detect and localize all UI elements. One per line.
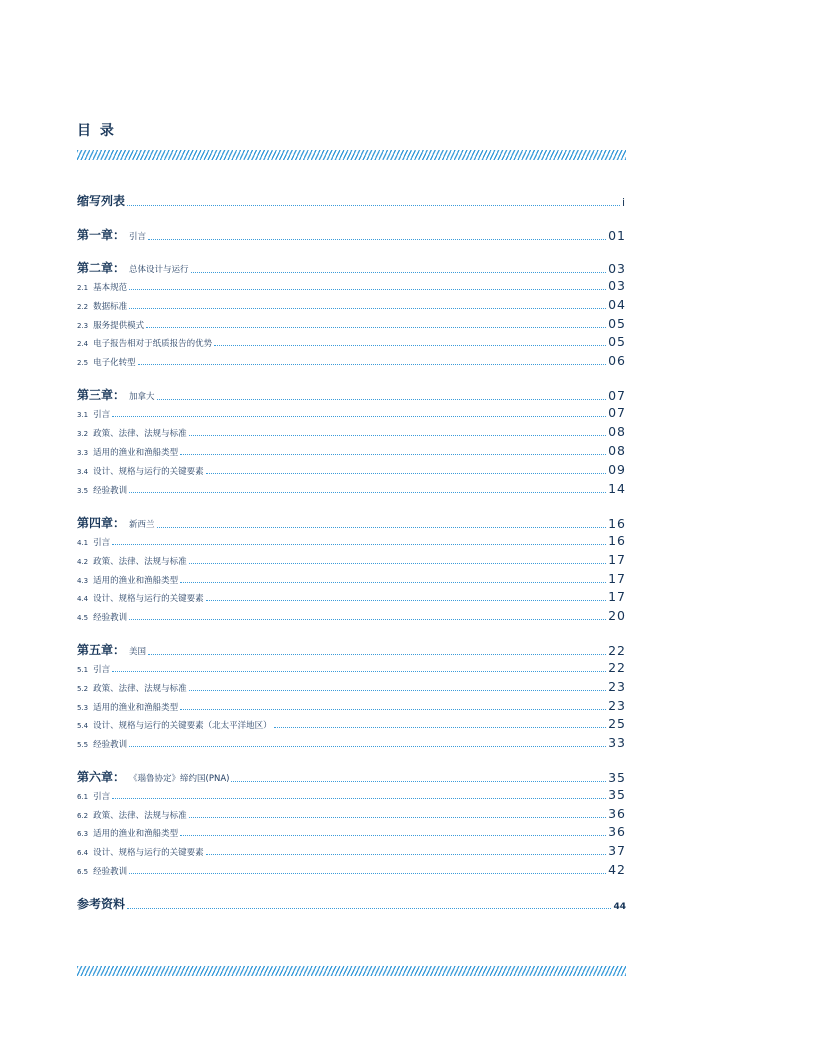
section-number: 3.5 [77, 487, 89, 495]
page-number: 44 [613, 902, 626, 912]
toc-entry-6-1[interactable] [77, 787, 626, 802]
section-title: 适用的渔业和渔船类型 [93, 703, 179, 713]
leader-dots [189, 562, 606, 564]
leader-dots [129, 491, 606, 493]
section-number: 3.4 [77, 468, 89, 476]
leader-dots [112, 670, 606, 672]
page-number: 08 [608, 443, 626, 458]
page-number: 07 [608, 405, 626, 420]
page-number: 23 [608, 679, 626, 694]
leader-dots [157, 398, 607, 400]
section-title: 设计、规格与运行的关键要素 [93, 594, 204, 604]
section-title: 引言 [93, 665, 111, 675]
section-title: 电子报告相对于纸质报告的优势 [93, 339, 213, 349]
leader-dots [146, 326, 606, 328]
leader-dots [189, 816, 606, 818]
section-title: 经验教训 [93, 867, 128, 877]
page-number: 22 [608, 660, 626, 675]
toc-entry-6-3[interactable] [77, 824, 626, 839]
page-title: 目 录 [77, 123, 116, 139]
leader-dots [112, 415, 606, 417]
page-number: 03 [608, 261, 626, 276]
toc-heading: 缩写列表 [77, 194, 126, 208]
leader-dots [129, 872, 606, 874]
chapter-label: 第一章： [77, 228, 126, 242]
toc-entry-chapter-2[interactable] [77, 259, 626, 276]
page-number: 17 [608, 589, 626, 604]
chapter-title: 美国 [129, 647, 147, 657]
toc-entry-4-2[interactable] [77, 552, 626, 567]
page-number: 06 [608, 353, 626, 368]
section-title: 数据标准 [93, 302, 128, 312]
leader-dots [129, 288, 606, 290]
page-number: 17 [608, 571, 626, 586]
page-number: 05 [608, 316, 626, 331]
toc-entry-3-2[interactable] [77, 424, 626, 439]
leader-dots [206, 853, 606, 855]
section-title: 设计、规格与运行的关键要素 [93, 467, 204, 477]
toc-entry-5-2[interactable] [77, 679, 626, 694]
toc-entry-chapter-3[interactable] [77, 386, 626, 403]
section-title: 设计、规格与运行的关键要素 [93, 848, 204, 858]
toc-entry-6-4[interactable] [77, 843, 626, 858]
leader-dots [180, 834, 606, 836]
toc-entry-6-5[interactable] [77, 862, 626, 877]
section-number: 4.3 [77, 577, 89, 585]
section-number: 6.4 [77, 849, 89, 857]
section-title: 政策、法律、法规与标准 [93, 557, 187, 567]
section-number: 2.2 [77, 303, 89, 311]
page-number: 14 [608, 481, 626, 496]
page-number: 08 [608, 424, 626, 439]
section-title: 引言 [93, 538, 111, 548]
page-number: 33 [608, 735, 626, 750]
section-number: 6.3 [77, 830, 89, 838]
toc-entry-5-5[interactable] [77, 735, 626, 750]
toc-entry-2-5[interactable] [77, 353, 626, 368]
toc-entry-chapter-5[interactable] [77, 641, 626, 658]
section-title: 引言 [93, 410, 111, 420]
section-number: 3.2 [77, 430, 89, 438]
page-number: i [621, 196, 626, 209]
leader-dots [191, 271, 607, 273]
leader-dots [189, 689, 606, 691]
page-number: 05 [608, 334, 626, 349]
chapter-title: 《瑙鲁协定》缔约国(PNA) [129, 774, 230, 784]
leader-dots [214, 344, 606, 346]
leader-dots [129, 307, 606, 309]
section-number: 4.5 [77, 614, 89, 622]
toc-entry-4-5[interactable] [77, 608, 626, 623]
chapter-title: 总体设计与运行 [129, 265, 189, 275]
toc-entry-3-1[interactable] [77, 405, 626, 420]
page-number: 36 [608, 806, 626, 821]
chapter-title: 新西兰 [129, 520, 155, 530]
chapter-label: 第三章： [77, 388, 126, 402]
toc-entry-5-4[interactable] [77, 716, 626, 731]
section-number: 4.2 [77, 558, 89, 566]
toc-entry-2-2[interactable] [77, 297, 626, 312]
section-number: 6.5 [77, 868, 89, 876]
section-number: 3.1 [77, 411, 89, 419]
section-title: 经验教训 [93, 486, 128, 496]
leader-dots [127, 204, 620, 206]
section-number: 2.5 [77, 359, 89, 367]
toc-entry-2-3[interactable] [77, 316, 626, 331]
toc-entry-chapter-6[interactable] [77, 768, 626, 785]
section-title: 适用的渔业和渔船类型 [93, 448, 179, 458]
section-title: 服务提供模式 [93, 321, 145, 331]
leader-dots [231, 780, 606, 782]
section-number: 5.2 [77, 685, 89, 693]
page-number: 35 [608, 787, 626, 802]
section-title: 适用的渔业和渔船类型 [93, 829, 179, 839]
leader-dots [157, 526, 607, 528]
page-number: 04 [608, 297, 626, 312]
section-title: 基本规范 [93, 283, 128, 293]
toc-entry-3-4[interactable] [77, 462, 626, 477]
leader-dots [274, 726, 606, 728]
page-number: 37 [608, 843, 626, 858]
section-title: 政策、法律、法规与标准 [93, 684, 187, 694]
leader-dots [129, 618, 606, 620]
toc-entry-5-3[interactable] [77, 698, 626, 713]
section-number: 4.4 [77, 595, 89, 603]
hatch-divider-bottom [77, 966, 626, 976]
page-number: 42 [608, 862, 626, 877]
leader-dots [129, 745, 606, 747]
page-number: 17 [608, 552, 626, 567]
section-title: 适用的渔业和渔船类型 [93, 576, 179, 586]
page-number: 09 [608, 462, 626, 477]
page-number: 35 [608, 770, 626, 785]
page-number: 07 [608, 388, 626, 403]
section-number: 5.5 [77, 741, 89, 749]
page-number: 16 [608, 516, 626, 531]
toc-entry-4-4[interactable] [77, 589, 626, 604]
section-number: 2.3 [77, 322, 89, 330]
page-number: 22 [608, 643, 626, 658]
chapter-label: 第四章： [77, 516, 126, 530]
leader-dots [138, 363, 606, 365]
leader-dots [148, 238, 606, 240]
toc-entry-chapter-4[interactable] [77, 514, 626, 531]
section-number: 4.1 [77, 539, 89, 547]
leader-dots [206, 599, 606, 601]
section-title: 设计、规格与运行的关键要素（北太平洋地区） [93, 721, 272, 731]
toc-heading: 参考资料 [77, 897, 126, 911]
page-number: 20 [608, 608, 626, 623]
chapter-label: 第二章： [77, 261, 126, 275]
page-number: 36 [608, 824, 626, 839]
section-title: 经验教训 [93, 740, 128, 750]
page-number: 23 [608, 698, 626, 713]
section-number: 2.1 [77, 284, 89, 292]
leader-dots [189, 434, 606, 436]
section-number: 3.3 [77, 449, 89, 457]
toc-entry-5-1[interactable] [77, 660, 626, 675]
toc-entry-chapter-1[interactable] [77, 226, 626, 243]
section-title: 政策、法律、法规与标准 [93, 811, 187, 821]
page-number: 25 [608, 716, 626, 731]
toc-entry-4-3[interactable] [77, 571, 626, 586]
leader-dots [180, 453, 606, 455]
section-title: 电子化转型 [93, 358, 136, 368]
toc-entry-abbreviations[interactable] [77, 192, 626, 209]
page-number: 03 [608, 278, 626, 293]
chapter-label: 第六章： [77, 770, 126, 784]
chapter-label: 第五章： [77, 643, 126, 657]
toc-entry-3-3[interactable] [77, 443, 626, 458]
toc-entry-2-4[interactable] [77, 334, 626, 349]
leader-dots [206, 472, 606, 474]
section-number: 6.2 [77, 812, 89, 820]
section-title: 引言 [93, 792, 111, 802]
section-title: 政策、法律、法规与标准 [93, 429, 187, 439]
chapter-title: 加拿大 [129, 392, 155, 402]
toc-entry-4-1[interactable] [77, 533, 626, 548]
section-title: 经验教训 [93, 613, 128, 623]
toc-entry-3-5[interactable] [77, 481, 626, 496]
leader-dots [127, 907, 611, 909]
section-number: 6.1 [77, 793, 89, 801]
leader-dots [112, 543, 606, 545]
page-number: 16 [608, 533, 626, 548]
toc-entry-references[interactable] [77, 895, 626, 912]
chapter-title: 引言 [129, 232, 147, 242]
leader-dots [180, 581, 606, 583]
section-number: 2.4 [77, 340, 89, 348]
toc-entry-6-2[interactable] [77, 806, 626, 821]
section-number: 5.1 [77, 666, 89, 674]
hatch-divider-top [77, 150, 626, 160]
page-number: 01 [608, 228, 626, 243]
section-number: 5.3 [77, 704, 89, 712]
leader-dots [180, 708, 606, 710]
leader-dots [112, 797, 606, 799]
toc-entry-2-1[interactable] [77, 278, 626, 293]
section-number: 5.4 [77, 722, 89, 730]
leader-dots [148, 653, 606, 655]
